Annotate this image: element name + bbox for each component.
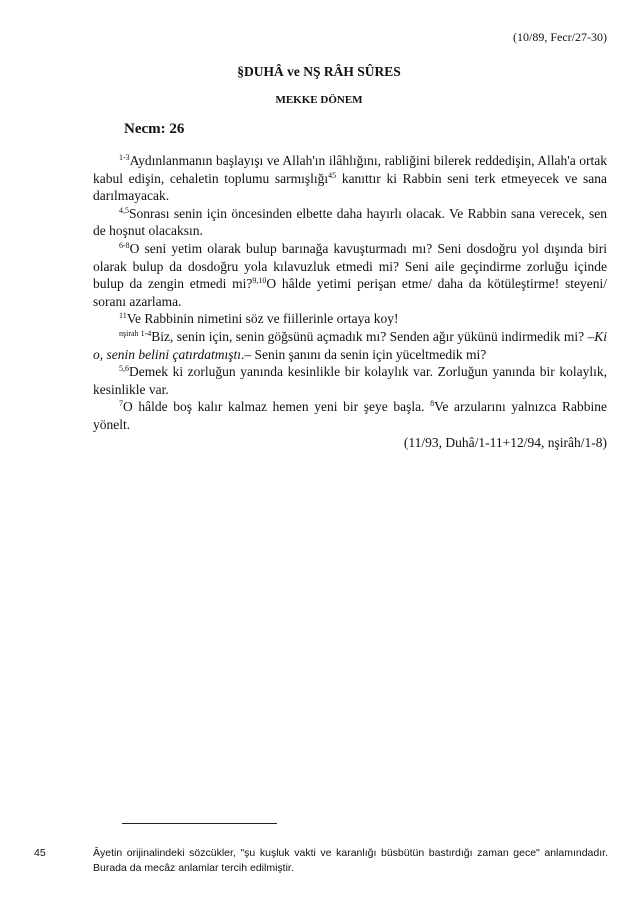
verse-paragraph	[93, 328, 607, 363]
verse-number: 4,5	[119, 205, 129, 215]
verse-text: kanıttır ki Rabbin seni terk etmeyecek ve sana darılmayacak.	[93, 170, 607, 204]
verse-body	[93, 152, 607, 451]
italic-phrase: Ki o, senin belini çatırdatmıştı	[93, 328, 608, 362]
verse-number: 1-3	[119, 153, 130, 162]
verse-text: Ve arzularını yalnızca Rabbine yönelt.	[93, 399, 607, 432]
verse-text: Demek ki zorluğun yanında kesinlikle bir kolaylık var. Zorluğun yanında bir kolaylık, kesinlikle var.	[93, 364, 607, 397]
verse-paragraph	[93, 398, 607, 433]
verse-number: 6-8	[119, 240, 130, 250]
verse-paragraph	[93, 152, 607, 205]
footnote-separator	[122, 823, 277, 824]
verse-number: 5,6	[119, 364, 129, 374]
verse-paragraph	[93, 363, 607, 398]
verse-paragraph	[93, 205, 607, 240]
verse-text: Biz, senin için, senin göğsünü açmadık mı? Senden ağır yükünü indirmedik mi? –	[151, 328, 595, 344]
verse-text: O seni yetim olarak bulup barınağa kavuşturmadı mı? Seni dosdoğru yol dışında biri olarak bulup da dosdoğru yola kılavuzluk etmedi mi? Seni aile geçindirme zorluğu içinde bulup da zengin etmedi mi?	[93, 240, 607, 292]
verse-number: 9,10	[252, 276, 267, 286]
period-subtitle: MEKKE DÖNEM	[275, 94, 363, 106]
verse-paragraph	[93, 240, 607, 310]
verse-text: Ve Rabbinin nimetini söz ve fiillerinle ortaya koy!	[126, 311, 399, 327]
footnote-text: Âyetin orijinalindeki sözcükler, "şu kuşluk vakti ve karanlığı büsbütün bastırdığı zaman gece" anlamındadır. Burada da mecâz anlamlar tercih edilmiştir.	[93, 847, 608, 874]
verse-text: Aydınlanmanın başlayışı ve Allah'ın ilâhlığını, rabliğini bilerek reddedişin, Allah'a ortak kabul edişin, cehaletin toplumu sarmışlığı	[93, 153, 607, 186]
section-heading: Necm: 26	[124, 121, 185, 137]
chapter-reference: (10/89, Fecr/27-30)	[513, 30, 607, 44]
verse-text: .– Senin şanını da senin için yüceltmedik mi?	[241, 346, 487, 362]
verse-paragraph	[93, 310, 607, 328]
verse-text: Sonrası senin için öncesinden elbette daha hayırlı olacak. Ve Rabbin sana verecek, sen de hoşnut olacaksın.	[93, 205, 607, 239]
verse-number: nşirah 1-4	[119, 328, 152, 338]
verse-text: O hâlde boş kalır kalmaz hemen yeni bir şeye başla.	[123, 399, 431, 415]
verse-number: 11	[119, 311, 127, 321]
verse-number: 45	[328, 170, 337, 180]
surah-title: §DUHÂ ve NŞ RÂH SÛRES	[237, 64, 401, 79]
source-reference: (11/93, Duhâ/1-11+12/94, nşirâh/1-8)	[403, 434, 607, 450]
verse-text: O hâlde yetimi perişan etme/ daha da kötüleştirme! steyeni/ soranı azarlama.	[93, 276, 607, 309]
verse-number: 7	[119, 399, 123, 409]
verse-number: 8	[430, 399, 435, 409]
footnote-number: 45	[34, 847, 46, 859]
